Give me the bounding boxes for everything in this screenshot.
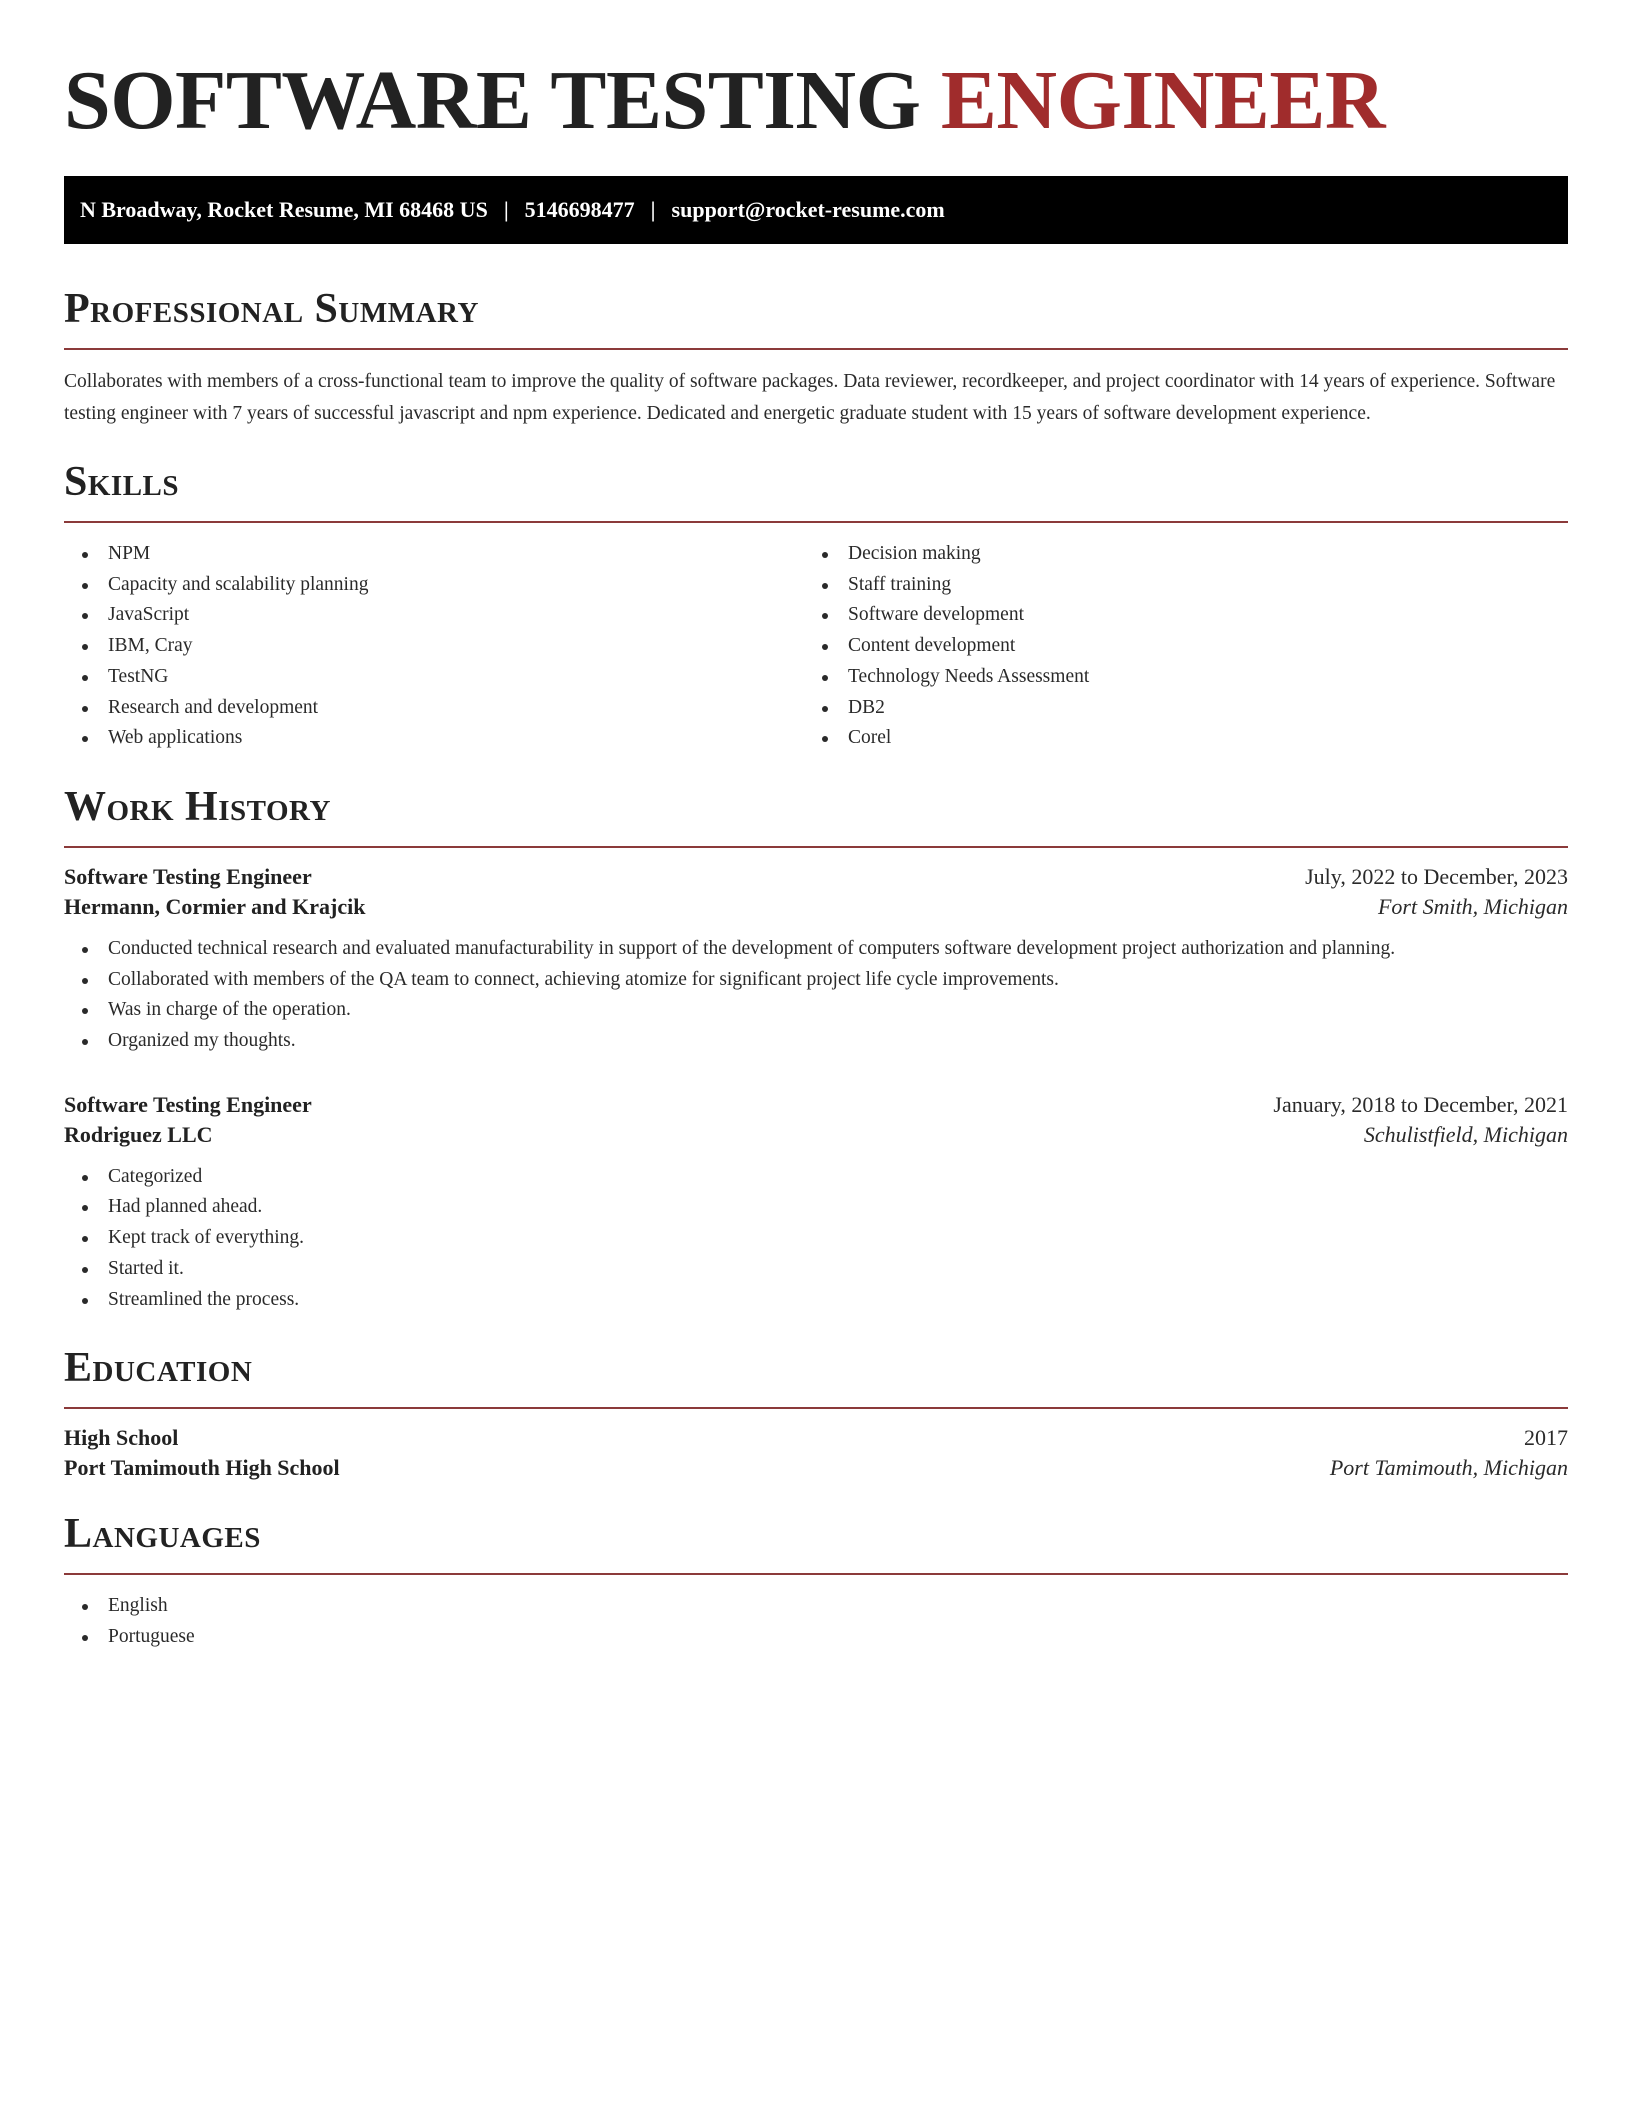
languages-section [64,1509,1568,1652]
job-entry [64,864,1568,1057]
skill-item: Software development [804,600,1544,631]
contact-address: N Broadway, Rocket Resume, MI 68468 US [80,197,488,222]
title-accent: ENGINEER [940,54,1386,147]
resume-page [64,0,1568,1653]
job-location: Schulistfield, Michigan [1363,1121,1568,1147]
job-entry [64,1092,1568,1316]
skill-item: Content development [804,631,1544,662]
education-heading: Education [64,1345,253,1392]
languages-heading: Languages [64,1511,261,1558]
skills-list-left [64,539,804,754]
skill-item: TestNG [64,662,804,693]
section-divider [64,1407,1568,1409]
contact-phone: 5146698477 [524,197,635,222]
skill-item: NPM [64,539,804,570]
title-main: SOFTWARE TESTING [64,54,921,147]
education-school-row [64,1455,1568,1481]
job-duty: Conducted technical research and evaluated manufacturability in support of the development of computers software development project authorization and planning. [64,934,1568,965]
job-company: Hermann, Cormier and Krajcik [64,893,366,919]
language-item: Portuguese [64,1622,1568,1653]
skill-item: DB2 [804,693,1544,724]
summary-section [64,284,1568,429]
contact-bar [64,176,1568,244]
contact-separator: | [650,197,656,222]
job-location: Fort Smith, Michigan [1377,893,1568,919]
education-year: 2017 [1524,1425,1568,1451]
job-dates: July, 2022 to December, 2023 [1305,863,1568,889]
job-company-row [64,894,1568,920]
job-company: Rodriguez LLC [64,1121,213,1147]
section-divider [64,846,1568,848]
job-duty: Started it. [64,1254,1568,1285]
skill-item: Capacity and scalability planning [64,570,804,601]
work-history-section [64,782,1568,1315]
education-section [64,1343,1568,1481]
skill-item: Research and development [64,693,804,724]
job-duty: Kept track of everything. [64,1223,1568,1254]
summary-text: Collaborates with members of a cross-functional team to improve the quality of software packages. Data reviewer, recordkeeper, and project coordinator with 14 years of experience. Software testing engineer with 7 years of successful javascript and npm experience. Dedicated and energetic graduate student with 15 years of software development experience. [64,371,1556,424]
skill-item: Staff training [804,570,1544,601]
skill-item: Web applications [64,723,804,754]
education-school: Port Tamimouth High School [64,1455,340,1481]
job-company-row [64,1122,1568,1148]
job-header-row [64,864,1568,890]
job-dates: January, 2018 to December, 2021 [1273,1091,1568,1117]
section-divider [64,521,1568,523]
education-location: Port Tamimouth, Michigan [1329,1455,1568,1481]
contact-email: support@rocket-resume.com [671,197,945,222]
skills-columns [64,539,1568,754]
skill-item: Decision making [804,539,1544,570]
skills-heading: Skills [64,459,180,505]
job-duties-list [64,1162,1568,1316]
section-divider [64,348,1568,350]
job-duty: Streamlined the process. [64,1285,1568,1316]
skills-list-right [804,539,1544,754]
contact-separator: | [503,197,509,222]
skill-item: Technology Needs Assessment [804,662,1544,693]
skill-item: Corel [804,723,1544,754]
job-duty: Collaborated with members of the QA team to connect, achieving atomize for significant project life cycle improvements. [64,965,1568,996]
job-duty: Was in charge of the operation. [64,995,1568,1026]
job-header-row [64,1092,1568,1118]
language-item: English [64,1591,1568,1622]
job-duty: Organized my thoughts. [64,1026,1568,1057]
job-duty: Had planned ahead. [64,1192,1568,1223]
job-duty: Categorized [64,1162,1568,1193]
skill-item: JavaScript [64,600,804,631]
languages-list [64,1591,1568,1652]
education-degree-row [64,1425,1568,1451]
resume-title [64,0,1568,150]
job-title: Software Testing Engineer [64,863,312,889]
section-divider [64,1573,1568,1575]
skills-section [64,457,1568,754]
skill-item: IBM, Cray [64,631,804,662]
summary-heading: Professional Summary [64,286,479,332]
education-degree: High School [64,1425,179,1451]
job-duties-list [64,934,1568,1057]
work-history-heading: Work History [64,783,331,830]
job-title: Software Testing Engineer [64,1091,312,1117]
